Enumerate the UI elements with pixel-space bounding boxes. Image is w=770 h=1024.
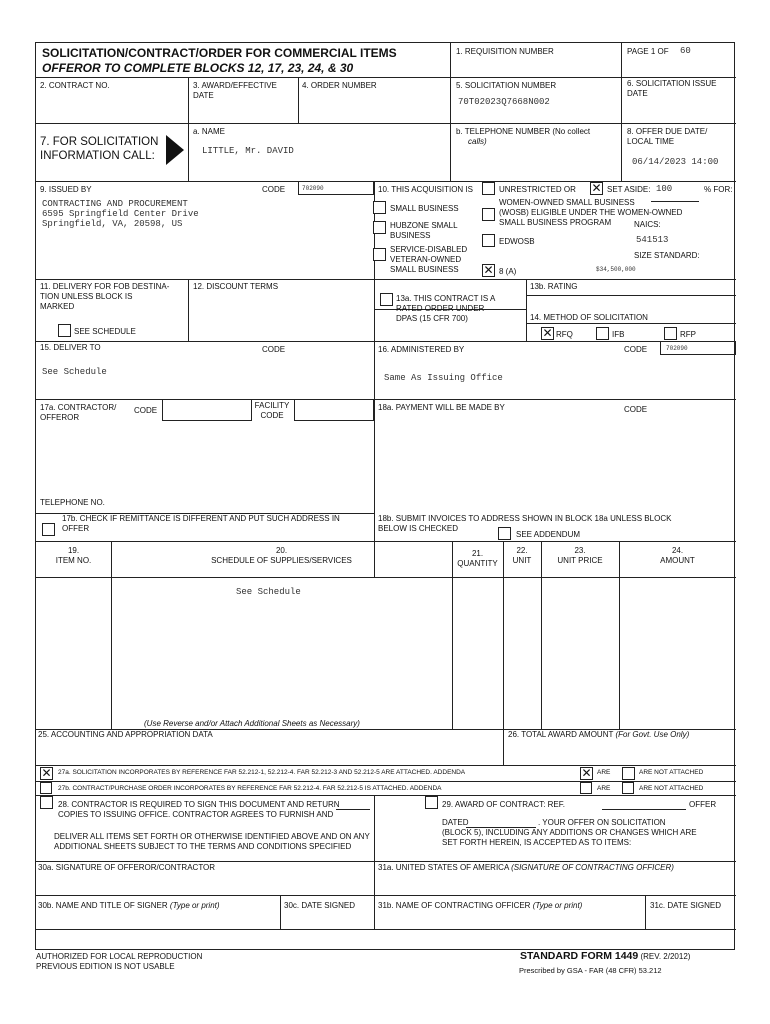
far-27b-checkbox[interactable]: [40, 782, 52, 794]
set-aside-checkbox[interactable]: ✕: [591, 181, 602, 195]
discount-terms-label-text: 12. DISCOUNT TERMS: [193, 282, 279, 291]
deliver-to-value: See Schedule: [42, 367, 107, 377]
award-date-label: 3. AWARD/EFFECTIVE DATE: [193, 81, 277, 100]
27b-are-checkbox[interactable]: [580, 782, 592, 794]
rated-order-label: 13a. THIS CONTRACT IS A RATED ORDER UNDER DPAS (15 CFR 700): [396, 294, 496, 323]
solicitation-info-label: 7. FOR SOLICITATION INFORMATION CALL:: [40, 136, 159, 162]
offeror-signature-label: 30a. SIGNATURE OF OFFEROR/CONTRACTOR: [38, 863, 216, 872]
form-title: SOLICITATION/CONTRACT/ORDER FOR COMMERCIAL ITEMS: [42, 46, 397, 60]
issued-by-label: 9. ISSUED BY: [40, 185, 92, 194]
admin-code-label: CODE: [624, 345, 648, 354]
contractor-sign-text-c: DELIVER ALL ITEMS SET FORTH OR OTHERWISE IDENTIFIED ABOVE AND ON ANY ADDITIONAL SHEETS SUBJECT TO THE TERMS AND CONDITIONS SPECIFIED: [54, 832, 370, 851]
officer-name-label: 31b. NAME OF CONTRACTING OFFICER (Type or print): [378, 901, 583, 910]
remittance-label: 17b. CHECK IF REMITTANCE IS DIFFERENT AND PUT SUCH ADDRESS IN OFFER: [62, 514, 340, 533]
award-text-b: . YOUR OFFER ON SOLICITATION: [538, 818, 666, 827]
set-aside-percent[interactable]: 100: [656, 184, 673, 194]
schedule-note: (Use Reverse and/or Attach Additional Sheets as Necessary): [144, 719, 360, 728]
col-amount: 24. AMOUNT: [660, 546, 695, 565]
hubzone-label: HUBZONE SMALL BUSINESS: [390, 221, 458, 240]
administered-by-label: 16. ADMINISTERED BY: [378, 345, 465, 354]
sf1449-form: [35, 42, 735, 950]
footer-prescribed: Prescribed by GSA - FAR (48 CFR) 53.212: [519, 966, 662, 975]
27a-are-not-checkbox[interactable]: [622, 767, 635, 780]
award-contract-checkbox[interactable]: [425, 796, 438, 809]
far-27a-label: 27a. SOLICITATION INCORPORATES BY REFERENCE FAR 52.212-1, 52.212-4. FAR 52.212-3 AND 52.212-5 ARE ATTACHED. ADDENDA: [58, 769, 466, 776]
see-schedule-checkbox[interactable]: [58, 324, 71, 337]
page-label: PAGE 1 OF: [627, 47, 669, 56]
order-number-label: 4. ORDER NUMBER: [302, 81, 377, 90]
facility-code-label: FACILITY CODE: [254, 401, 290, 420]
addendum-checkbox[interactable]: [498, 527, 511, 540]
27a-are-not-label: ARE NOT ATTACHED: [639, 769, 704, 776]
payment-code-label: CODE: [624, 405, 648, 414]
arrow-right-icon: [166, 135, 184, 165]
naics-label: NAICS:: [634, 220, 661, 229]
method-label: 14. METHOD OF SOLICITATION: [530, 313, 648, 322]
rfp-label: RFP: [680, 330, 696, 339]
col-schedule: 20. SCHEDULE OF SUPPLIES/SERVICES: [211, 546, 352, 565]
size-standard-label: SIZE STANDARD:: [634, 251, 700, 260]
percent-for-label: % FOR:: [704, 185, 733, 194]
issued-code-value: 702090: [302, 185, 324, 192]
col-quantity: 21. QUANTITY: [457, 549, 498, 568]
admin-code-value: 702090: [666, 345, 688, 352]
invoices-label: 18b. SUBMIT INVOICES TO ADDRESS SHOWN IN BLOCK 18a UNLESS BLOCK BELOW IS CHECKED: [378, 514, 672, 533]
solicitation-number[interactable]: 70T02023Q7668N002: [458, 97, 550, 107]
unrestricted-label: UNRESTRICTED OR: [499, 185, 576, 194]
officer-date-label: 31c. DATE SIGNED: [650, 901, 721, 910]
issuer-address: CONTRACTING AND PROCUREMENT 6595 Springfield Center Drive Springfield, VA, 20598, US: [42, 199, 199, 229]
27a-are-checkbox[interactable]: ✕: [581, 766, 592, 780]
contractor-code-label: CODE: [134, 406, 158, 415]
accounting-label: 25. ACCOUNTING AND APPROPRIATION DATA: [38, 730, 213, 739]
solicitation-number-label: 5. SOLICITATION NUMBER: [456, 81, 557, 90]
rated-order-checkbox[interactable]: [380, 293, 393, 306]
wosb-label: WOMEN-OWNED SMALL BUSINESS (WOSB) ELIGIBLE UNDER THE WOMEN-OWNED SMALL BUSINESS PROGRAM: [499, 198, 683, 227]
facility-code-box[interactable]: [294, 399, 374, 421]
footer-reproduction: AUTHORIZED FOR LOCAL REPRODUCTION PREVIOUS EDITION IS NOT USABLE: [36, 952, 203, 971]
delivery-fob-label: 11. DELIVERY FOR FOB DESTINA- TION UNLESS BLOCK IS MARKED: [40, 282, 170, 311]
see-schedule-label: SEE SCHEDULE: [74, 327, 136, 336]
contractor-label: 17a. CONTRACTOR/ OFFEROR: [40, 403, 117, 422]
administered-by-value: Same As Issuing Office: [384, 373, 503, 383]
footer-form-name: STANDARD FORM 1449 (REV. 2/2012): [520, 950, 691, 962]
form-subtitle: OFFEROR TO COMPLETE BLOCKS 12, 17, 23, 24, & 30: [42, 61, 354, 75]
col-item-no: 19. ITEM NO.: [55, 546, 92, 565]
contact-name-label: a. NAME: [193, 127, 226, 136]
signer-date-label: 30c. DATE SIGNED: [284, 901, 355, 910]
eight-a-checkbox[interactable]: ✕: [483, 263, 494, 277]
sdvosb-label: SERVICE-DISABLED VETERAN-OWNED SMALL BUSINESS: [390, 245, 468, 274]
far-27a-checkbox[interactable]: ✕: [41, 766, 52, 780]
offer-due-label: 8. OFFER DUE DATE/ LOCAL TIME: [627, 127, 708, 146]
addendum-label: SEE ADDENDUM: [516, 530, 581, 539]
col-unit: 22. UNIT: [512, 546, 532, 565]
size-standard-value: $34,500,000: [596, 266, 636, 273]
far-27b-label: 27b. CONTRACT/PURCHASE ORDER INCORPORATES BY REFERENCE FAR 52.212-4. FAR 52.212-5 IS ATTACHED. ADDENDA: [58, 785, 442, 792]
sdvosb-checkbox[interactable]: [373, 248, 386, 261]
rfp-checkbox[interactable]: [664, 327, 677, 340]
col-unit-price: 23. UNIT PRICE: [557, 546, 603, 565]
remittance-checkbox[interactable]: [42, 523, 55, 536]
27b-are-not-checkbox[interactable]: [622, 782, 634, 794]
contractor-sign-text-a: 28. CONTRACTOR IS REQUIRED TO SIGN THIS DOCUMENT AND RETURN: [58, 800, 340, 809]
27a-are-label: ARE: [597, 769, 611, 776]
total-award-label: 26. TOTAL AWARD AMOUNT (For Govt. Use Only): [508, 730, 690, 739]
acquisition-label: 10. THIS ACQUISITION IS: [378, 185, 473, 194]
small-business-label: SMALL BUSINESS: [390, 204, 459, 213]
ifb-label: IFB: [612, 330, 625, 339]
issued-code-label: CODE: [262, 185, 286, 194]
page-total: 60: [680, 46, 691, 56]
telephone-label-note: calls): [468, 137, 487, 146]
rfq-label: RFQ: [556, 330, 573, 339]
contract-no-label: 2. CONTRACT NO.: [40, 81, 110, 90]
27b-are-not-label: ARE NOT ATTACHED: [639, 785, 704, 792]
hubzone-checkbox[interactable]: [373, 221, 386, 234]
award-contract-label: 29. AWARD OF CONTRACT: REF.: [442, 800, 565, 809]
ifb-checkbox[interactable]: [596, 327, 609, 340]
wosb-checkbox[interactable]: [482, 208, 495, 221]
unrestricted-checkbox[interactable]: [482, 182, 495, 195]
contractor-sign-checkbox[interactable]: [40, 796, 53, 809]
award-offer-label: OFFER: [689, 800, 717, 809]
telephone-no-label: TELEPHONE NO.: [40, 498, 105, 507]
award-text-c: (BLOCK 5), INCLUDING ANY ADDITIONS OR CHANGES WHICH ARE SET FORTH HEREIN, IS ACCEPTED AS TO ITEMS:: [442, 828, 697, 847]
usa-signature-label: 31a. UNITED STATES OF AMERICA (SIGNATURE OF CONTRACTING OFFICER): [378, 863, 674, 872]
rfq-checkbox[interactable]: ✕: [542, 326, 553, 340]
deliver-to-label: 15. DELIVER TO: [40, 343, 101, 352]
deliver-code-label: CODE: [262, 345, 286, 354]
issue-date-label: 6. SOLICITATION ISSUE DATE: [627, 79, 717, 98]
small-business-checkbox[interactable]: [373, 201, 386, 214]
offer-due-value[interactable]: 06/14/2023 14:00: [632, 157, 719, 167]
set-aside-label: SET ASIDE:: [607, 185, 651, 194]
telephone-label: b. TELEPHONE NUMBER (No collect: [456, 127, 591, 136]
contact-name[interactable]: LITTLE, Mr. DAVID: [202, 146, 294, 156]
contractor-code-box[interactable]: [162, 399, 252, 421]
schedule-body: See Schedule: [236, 587, 301, 597]
naics-value[interactable]: 541513: [636, 235, 669, 245]
edwosb-label: EDWOSB: [499, 237, 535, 246]
27b-are-label: ARE: [597, 785, 611, 792]
award-dated-label: DATED: [442, 818, 469, 827]
requisition-label: 1. REQUISITION NUMBER: [456, 47, 554, 56]
contractor-sign-text-b: COPIES TO ISSUING OFFICE. CONTRACTOR AGREES TO FURNISH AND: [58, 810, 334, 819]
rating-label: 13b. RATING: [530, 282, 578, 291]
edwosb-checkbox[interactable]: [482, 234, 495, 247]
eight-a-label: 8 (A): [499, 267, 517, 276]
payment-label: 18a. PAYMENT WILL BE MADE BY: [378, 403, 505, 412]
signer-name-label: 30b. NAME AND TITLE OF SIGNER (Type or print): [38, 901, 220, 910]
